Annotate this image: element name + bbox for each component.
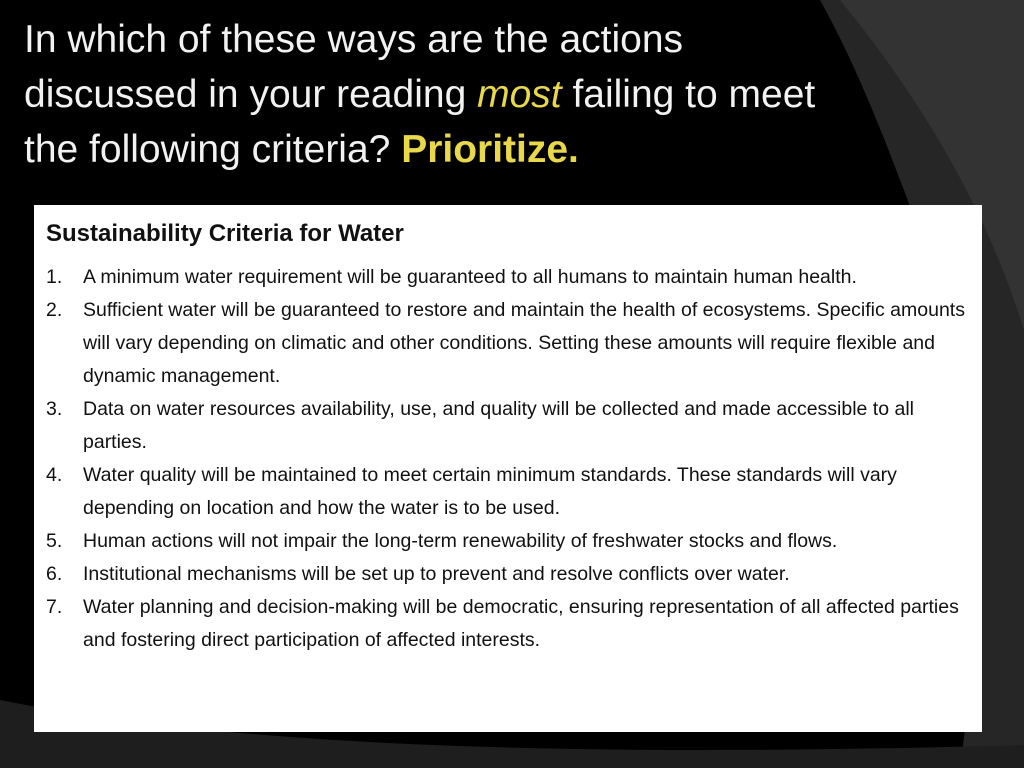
list-item-text: Human actions will not impair the long-term renewability of freshwater stocks and flows. (83, 530, 838, 552)
list-item-text: Institutional mechanisms will be set up to prevent and resolve conflicts over water. (83, 563, 790, 585)
list-item-number: 2. (46, 299, 63, 321)
criteria-panel (34, 205, 982, 732)
list-item-text: A minimum water requirement will be guaranteed to all humans to maintain human health. (83, 266, 857, 288)
list-item-number: 4. (46, 464, 63, 486)
list-item-number: 1. (46, 266, 63, 288)
slide-title (24, 12, 854, 177)
list-item-text: Water quality will be maintained to meet certain minimum standards. These standards will vary depending on location and how the water is to be used. (83, 464, 897, 519)
title-part-1: In which of these ways are the actions discussed in your reading (24, 18, 684, 116)
list-item (46, 591, 972, 657)
list-item-number: 6. (46, 563, 63, 585)
list-item-number: 3. (46, 398, 63, 420)
list-item (46, 393, 972, 459)
list-item-text: Water planning and decision-making will be democratic, ensuring representation of all affected parties and fostering direct participation of affected interests. (83, 596, 959, 651)
list-item-number: 5. (46, 530, 63, 552)
list-item-number: 7. (46, 596, 63, 618)
list-item (46, 459, 972, 525)
list-item (46, 294, 972, 393)
list-item (46, 558, 972, 591)
panel-heading: Sustainability Criteria for Water (46, 220, 404, 247)
title-emphasis: most (477, 73, 562, 116)
list-item (46, 261, 972, 294)
criteria-list (46, 261, 972, 657)
title-highlight: Prioritize. (401, 128, 579, 171)
title-part-2: failing to meet the following criteria? (24, 73, 816, 171)
list-item-text: Data on water resources availability, use, and quality will be collected and made accessible to all parties. (83, 398, 914, 453)
list-item-text: Sufficient water will be guaranteed to restore and maintain the health of ecosystems. Specific amounts will vary depending on climatic and other conditions. Setting these amounts will require flexible and dynamic management. (83, 299, 965, 387)
list-item (46, 525, 972, 558)
